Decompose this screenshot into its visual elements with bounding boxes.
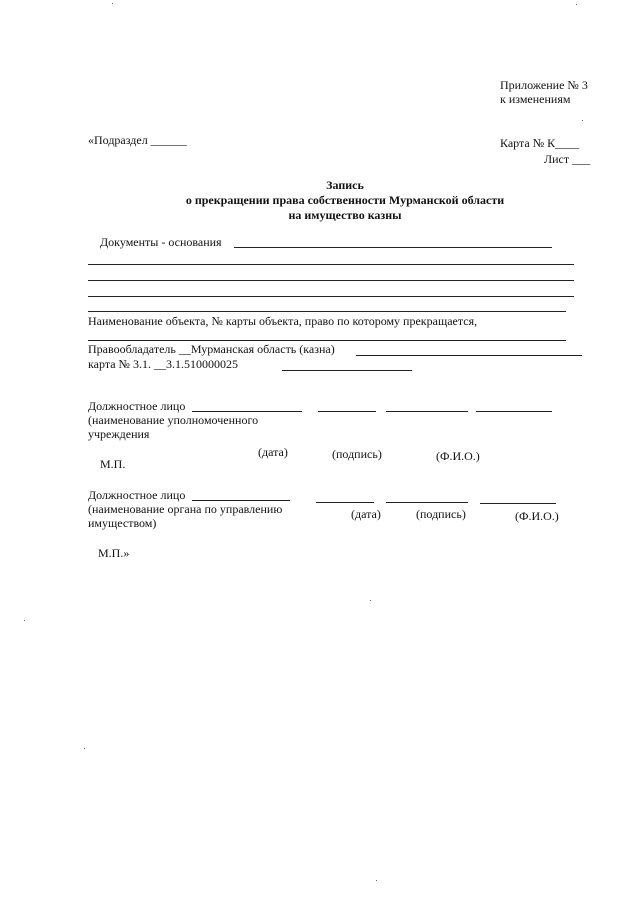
official-2-note-1: (наименование органа по управлению: [88, 502, 283, 516]
documents-line-3: [88, 280, 574, 281]
official-2-signature-line: [386, 502, 468, 503]
appendix-reference: к изменениям: [500, 92, 571, 106]
official-1-stamp: М.П.: [100, 457, 126, 471]
documents-line-4: [88, 296, 574, 297]
official-1-signature-line: [386, 411, 468, 412]
official-1-note-2: учреждения: [88, 427, 150, 441]
official-2-label: Должностное лицо: [88, 488, 186, 502]
documents-line-5: [88, 311, 566, 312]
object-name-line: [88, 340, 566, 341]
official-1-note-1: (наименование уполномоченного: [88, 413, 259, 427]
official-2-stamp: М.П.»: [98, 546, 130, 560]
official-2-date-caption: (дата): [351, 507, 381, 521]
title-line-1: Запись: [326, 178, 364, 192]
owner-label: Правообладатель __Мурманская область (казна): [88, 342, 335, 356]
scan-speck: [84, 748, 85, 749]
title-line-2: о прекращении права собственности Мурманской области: [185, 193, 505, 207]
sheet-label: Лист ___: [544, 152, 591, 166]
scan-speck: [582, 120, 583, 121]
official-1-label: Должностное лицо: [88, 399, 186, 413]
title-line-3: на имущество казны: [288, 208, 402, 222]
appendix-number: Приложение № 3: [500, 78, 588, 92]
official-1-fio-caption: (Ф.И.О.): [436, 449, 480, 463]
object-name-label: Наименование объекта, № карты объекта, право по которому прекращается,: [88, 314, 478, 328]
documents-basis-line: [234, 247, 552, 248]
official-1-fio-line: [476, 411, 552, 412]
official-2-fio-line: [480, 503, 556, 504]
official-2-signature-caption: (подпись): [416, 507, 466, 521]
official-1-date-caption: (дата): [258, 445, 288, 459]
official-2-fio-caption: (Ф.И.О.): [515, 509, 559, 523]
official-1-date-line: [318, 411, 376, 412]
documents-basis-label: Документы - основания: [100, 235, 222, 249]
owner-line: [356, 355, 582, 356]
scan-speck: [576, 4, 577, 5]
official-1-name-line: [192, 411, 302, 412]
official-2-note-2: имуществом): [88, 516, 157, 530]
scan-speck: [370, 600, 371, 601]
official-1-signature-caption: (подпись): [332, 447, 382, 461]
scan-speck: [376, 880, 377, 881]
official-2-date-line: [316, 502, 374, 503]
subsection-label: «Подраздел ______: [88, 133, 187, 147]
scan-speck: [24, 620, 25, 621]
scan-speck: [112, 3, 113, 4]
documents-line-2: [88, 264, 574, 265]
card-number-label: Карта № К____: [500, 136, 580, 150]
owner-card-line: [282, 370, 412, 371]
official-2-name-line: [192, 500, 290, 501]
owner-card-number: карта № 3.1. __3.1.510000025: [88, 357, 238, 371]
